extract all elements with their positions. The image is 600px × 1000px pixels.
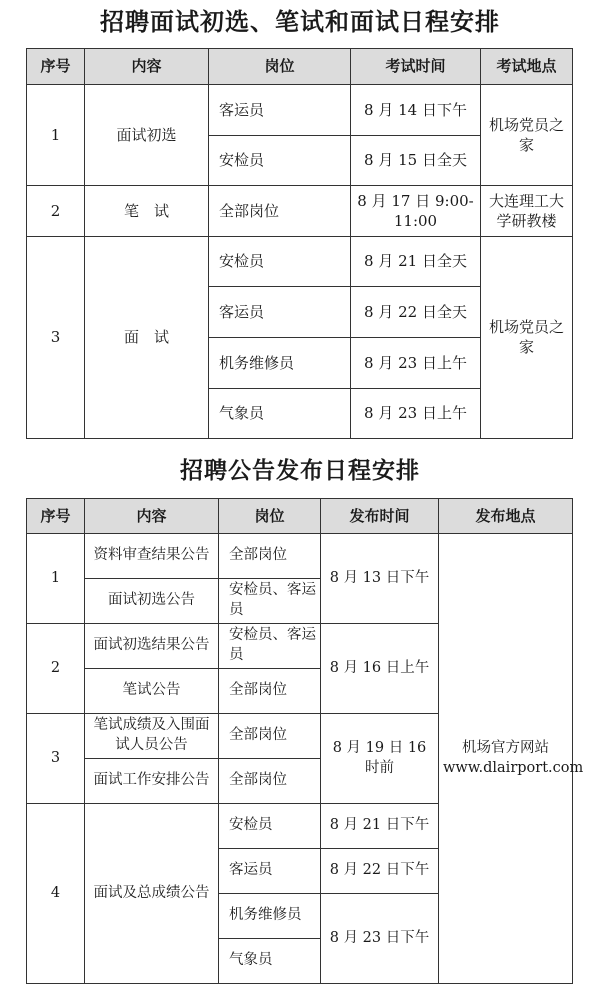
row-position: 全部岗位	[219, 669, 321, 714]
row-position: 安检员	[209, 135, 351, 186]
row-time: 8 月 21 日全天	[351, 236, 481, 287]
table-row	[27, 236, 573, 287]
row-content: 面试初选结果公告	[85, 624, 219, 669]
row-content: 笔试成绩及入围面试人员公告	[85, 714, 219, 759]
row-time: 8 月 16 日上午	[321, 624, 439, 714]
row-content: 笔试公告	[85, 669, 219, 714]
row-time: 8 月 15 日全天	[351, 135, 481, 186]
row-location: 机场党员之家	[481, 236, 573, 438]
row-time: 8 月 19 日 16 时前	[321, 714, 439, 804]
header-content: 内容	[85, 499, 219, 534]
row-time: 8 月 23 日上午	[351, 337, 481, 388]
header-no: 序号	[27, 499, 85, 534]
row-position: 安检员	[219, 804, 321, 849]
table-header-row	[27, 49, 573, 85]
row-position: 安检员、客运员	[219, 624, 321, 669]
row-position: 客运员	[219, 849, 321, 894]
row-no: 2	[27, 624, 85, 714]
row-position: 全部岗位	[219, 759, 321, 804]
header-position: 岗位	[219, 499, 321, 534]
header-no: 序号	[27, 49, 85, 85]
table-row	[27, 534, 573, 579]
row-position: 客运员	[209, 287, 351, 338]
row-content: 面试工作安排公告	[85, 759, 219, 804]
row-time: 8 月 23 日上午	[351, 388, 481, 439]
row-position: 安检员、客运员	[219, 579, 321, 624]
header-position: 岗位	[209, 49, 351, 85]
row-position: 全部岗位	[219, 534, 321, 579]
row-position: 安检员	[209, 236, 351, 287]
row-no: 3	[27, 714, 85, 804]
row-time: 8 月 23 日下午	[321, 894, 439, 984]
row-position: 机务维修员	[219, 894, 321, 939]
row-time: 8 月 22 日全天	[351, 287, 481, 338]
table-row	[27, 85, 573, 136]
row-content: 面试初选	[85, 85, 209, 186]
row-content: 面 试	[85, 236, 209, 438]
row-content: 笔 试	[85, 186, 209, 237]
row-no: 3	[27, 236, 85, 438]
table-header-row	[27, 499, 573, 534]
row-position: 气象员	[219, 939, 321, 984]
row-time: 8 月 14 日下午	[351, 85, 481, 136]
row-no: 4	[27, 804, 85, 984]
header-publish-time: 发布时间	[321, 499, 439, 534]
exam-schedule-title: 招聘面试初选、笔试和面试日程安排	[100, 7, 500, 36]
row-time: 8 月 21 日下午	[321, 804, 439, 849]
exam-schedule-table	[26, 48, 573, 439]
row-position: 全部岗位	[219, 714, 321, 759]
row-time: 8 月 17 日 9:00-11:00	[351, 186, 481, 237]
row-content: 资料审查结果公告	[85, 534, 219, 579]
row-location: 机场党员之家	[481, 85, 573, 186]
header-content: 内容	[85, 49, 209, 85]
row-position: 全部岗位	[209, 186, 351, 237]
row-no: 1	[27, 85, 85, 186]
publish-location: 机场官方网站 www.dlairport.com	[439, 534, 573, 984]
row-position: 机务维修员	[209, 337, 351, 388]
header-exam-location: 考试地点	[481, 49, 573, 85]
row-content: 面试初选公告	[85, 579, 219, 624]
announcement-schedule-title: 招聘公告发布日程安排	[180, 457, 420, 484]
row-time: 8 月 13 日下午	[321, 534, 439, 624]
row-content: 面试及总成绩公告	[85, 804, 219, 984]
table-row	[27, 186, 573, 237]
row-no: 1	[27, 534, 85, 624]
announcement-schedule-table	[26, 498, 584, 984]
row-time: 8 月 22 日下午	[321, 849, 439, 894]
header-publish-location: 发布地点	[439, 499, 573, 534]
row-position: 气象员	[209, 388, 351, 439]
row-no: 2	[27, 186, 85, 237]
row-location: 大连理工大学研教楼	[481, 186, 573, 237]
header-exam-time: 考试时间	[351, 49, 481, 85]
row-position: 客运员	[209, 85, 351, 136]
